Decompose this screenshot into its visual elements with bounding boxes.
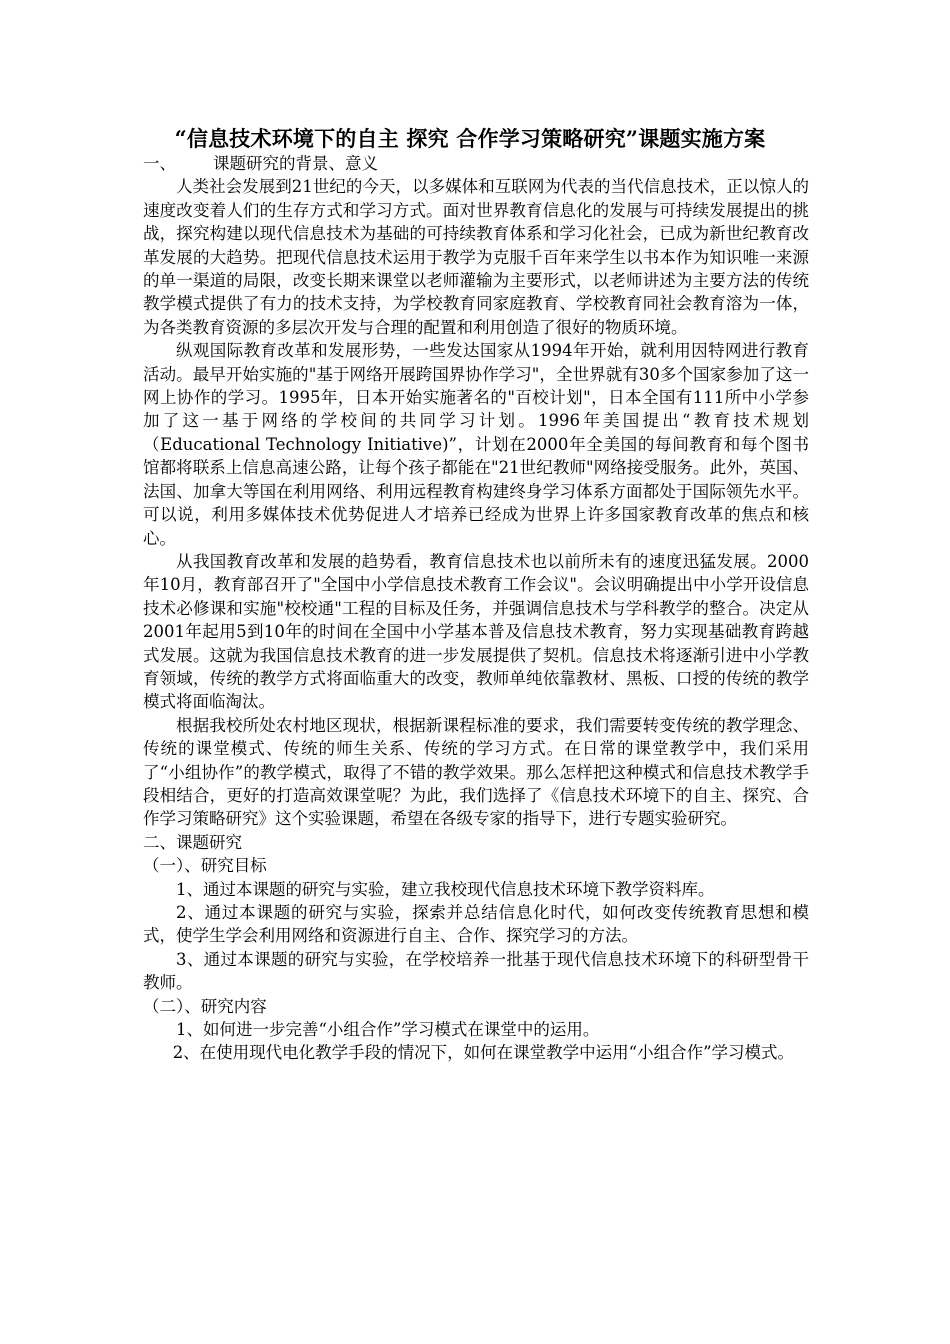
- goal-item: 2、通过本课题的研究与实验，探索并总结信息化时代，如何改变传统教育思想和模式，使学生学会利用网络和资源进行自主、合作、探究学习的方法。: [143, 903, 809, 946]
- content-item: 1、如何进一步完善“小组合作”学习模式在课堂中的运用。: [176, 1020, 600, 1040]
- content-item: 2、在使用现代电化教学手段的情况下，如何在课堂教学中运用“小组合作”学习模式。: [172, 1043, 795, 1063]
- section-1-title: 课题研究的背景、意义: [213, 154, 378, 173]
- paragraph: 人类社会发展到21世纪的今天，以多媒体和互联网为代表的当代信息技术，正以惊人的速度改变着人们的生存方式和学习方式。面对世界教育信息化的发展与可持续发展提出的挑战，探究构建以现代信息技术为基础的可持续教育体系和学习化社会，已成为新世纪教育改革发展的大趋势。把现代信息技术运用于教学为克服千百年来学生以书本作为知识唯一来源的单一渠道的局限，改变长期来课堂以老师灌输为主要形式，以老师讲述为主要方法的传统教学模式提供了有力的技术支持，为学校教育同家庭教育、学校教育同社会教育溶为一体，为各类教育资源的多层次开发与合理的配置和利用创造了很好的物质环境。: [143, 177, 809, 337]
- document-title: “信息技术环境下的自主 探究 合作学习策略研究”课题实施方案: [174, 126, 766, 151]
- section-1-number: 一、: [143, 154, 176, 173]
- goal-item: 3、通过本课题的研究与实验，在学校培养一批基于现代信息技术环境下的科研型骨干教师。: [143, 949, 809, 993]
- section-1-heading: [143, 152, 809, 175]
- document-body: [143, 152, 809, 1065]
- paragraph: 纵观国际教育改革和发展形势，一些发达国家从1994年开始，就利用因特网进行教育活动。最早开始实施的"基于网络开展跨国界协作学习"，全世界就有30多个国家参加了这一网上协作的学习。1995年，日本开始实施著名的"百校计划"，日本全国有111所中小学参加了这一基于网络的学校间的共同学习计划。1996年美国提出“教育技术规划（Educational Technology Initiative)”，计划在2000年全美国的每间教育和每个图书馆都将联系上信息高速公路，让每个孩子都能在"21世纪教师"网络接受服务。此外，英国、法国、加拿大等国在利用网络、利用远程教育构建终身学习体系方面都处于国际领先水平。可以说，利用多媒体技术优势促进人才培养已经成为世界上许多国家教育改革的焦点和核心。: [143, 341, 809, 548]
- content-heading: （二）、研究内容: [143, 996, 267, 1016]
- goals-heading: （一）、研究目标: [143, 856, 267, 876]
- section-2-heading: 二、课题研究: [143, 832, 242, 852]
- paragraph: 从我国教育改革和发展的趋势看，教育信息技术也以前所未有的速度迅猛发展。2000年10月，教育部召开了"全国中小学信息技术教育工作会议"。会议明确提出中小学开设信息技术必修课和实施"校校通"工程的目标及任务，并强调信息技术与学科教学的整合。决定从2001年起用5到10年的时间在全国中小学基本普及信息技术教育，努力实现基础教育跨越式发展。这就为我国信息技术教育的进一步发展提供了契机。信息技术将逐渐引进中小学教育领域，传统的教学方式将面临重大的改变，教师单纯依靠教材、黑板、口授的传统的教学模式将面临淘汰。: [143, 551, 809, 712]
- paragraph: 根据我校所处农村地区现状，根据新课程标准的要求，我们需要转变传统的教学理念、传统的课堂模式、传统的师生关系、传统的学习方式。在日常的课堂教学中，我们采用了“小组协作”的教学模式，取得了不错的教学效果。那么怎样把这种模式和信息技术教学手段相结合，更好的打造高效课堂呢？为此，我们选择了《信息技术环境下的自主、探究、合作学习策略研究》这个实验课题，希望在各级专家的指导下，进行专题实验研究。: [143, 715, 809, 829]
- goal-item: 1、通过本课题的研究与实验，建立我校现代信息技术环境下教学资料库。: [176, 879, 715, 899]
